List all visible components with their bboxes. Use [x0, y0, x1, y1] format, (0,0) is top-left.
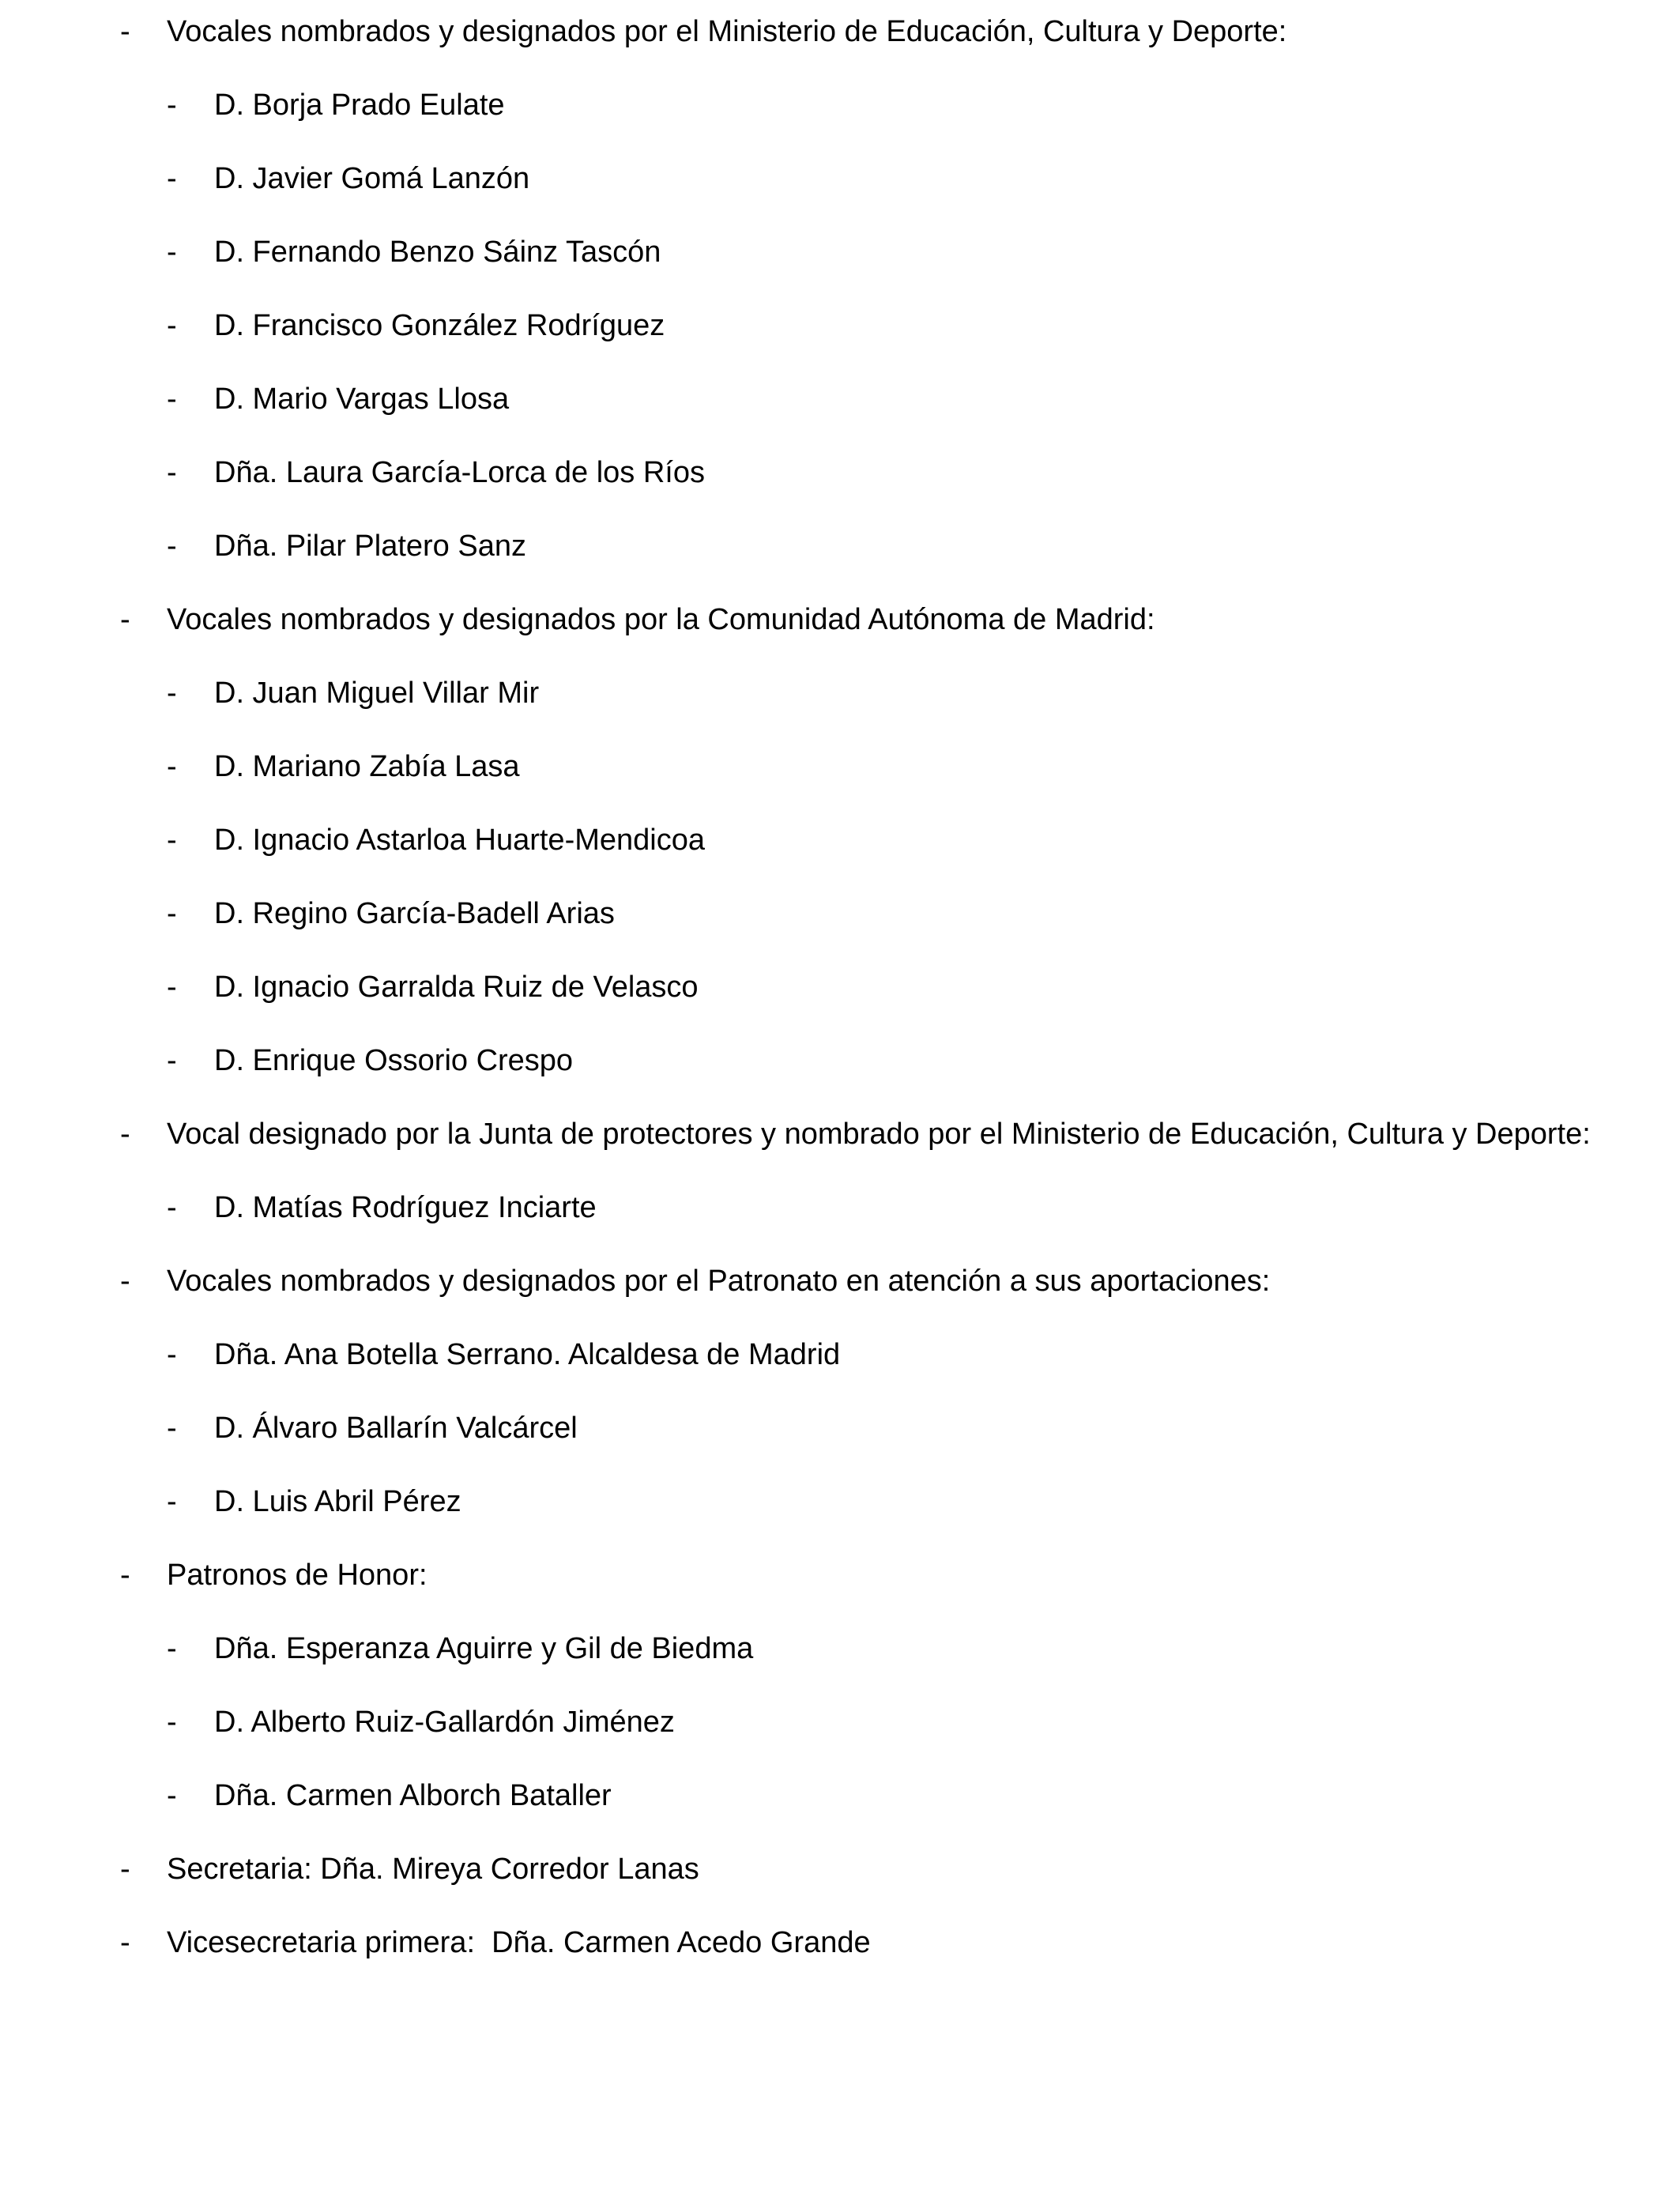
bullet-dash: -: [167, 162, 177, 195]
bullet-dash: -: [167, 383, 177, 416]
member-name: D. Francisco González Rodríguez: [214, 309, 665, 342]
member-name: D. Fernando Benzo Sáinz Tascón: [214, 236, 661, 269]
bullet-dash: -: [167, 824, 177, 857]
secretaria-text: Secretaria: Dña. Mireya Corredor Lanas: [167, 1853, 699, 1886]
member-name: D. Juan Miguel Villar Mir: [214, 677, 540, 710]
bullet-dash: -: [120, 1265, 130, 1298]
bullet-dash: -: [120, 1118, 130, 1151]
bullet-dash: -: [167, 456, 177, 489]
member-name: D. Regino García-Badell Arias: [214, 897, 615, 930]
member-name: D. Luis Abril Pérez: [214, 1485, 461, 1518]
group-heading-text: Vocales nombrados y designados por el Patronato en atención a sus aportaciones:: [167, 1265, 1271, 1298]
member-name: Dña. Carmen Alborch Bataller: [214, 1779, 612, 1812]
bullet-dash: -: [120, 1926, 130, 1959]
member-name: D. Álvaro Ballarín Valcárcel: [214, 1412, 578, 1445]
member-name: Dña. Esperanza Aguirre y Gil de Biedma: [214, 1632, 754, 1665]
vicesecretaria-text: Vicesecretaria primera: Dña. Carmen Acedo Grande: [167, 1926, 871, 1959]
bullet-dash: -: [120, 1853, 130, 1886]
group-heading-text: Vocales nombrados y designados por la Comunidad Autónoma de Madrid:: [167, 603, 1155, 636]
member-name: Dña. Pilar Platero Sanz: [214, 530, 526, 563]
bullet-dash: -: [167, 1632, 177, 1665]
bullet-dash: -: [167, 1779, 177, 1812]
member-name: D. Javier Gomá Lanzón: [214, 162, 530, 195]
group-heading-text: Vocal designado por la Junta de protectores y nombrado por el Ministerio de Educación, Cultura y Deporte:: [167, 1118, 1591, 1151]
member-name: D. Borja Prado Eulate: [214, 89, 505, 122]
bullet-dash: -: [120, 603, 130, 636]
bullet-dash: -: [167, 530, 177, 563]
bullet-dash: -: [167, 1706, 177, 1739]
member-name: D. Matías Rodríguez Inciarte: [214, 1191, 597, 1224]
bullet-dash: -: [167, 1044, 177, 1077]
member-name: D. Enrique Ossorio Crespo: [214, 1044, 574, 1077]
bullet-dash: -: [120, 1559, 130, 1592]
bullet-dash: -: [167, 89, 177, 122]
group-heading-text: Vocales nombrados y designados por el Ministerio de Educación, Cultura y Deporte:: [167, 15, 1287, 48]
member-name: Dña. Ana Botella Serrano. Alcaldesa de Madrid: [214, 1338, 841, 1371]
bullet-dash: -: [167, 750, 177, 783]
bullet-dash: -: [167, 971, 177, 1004]
group-heading-text: Patronos de Honor:: [167, 1559, 428, 1592]
bullet-dash: -: [167, 236, 177, 269]
member-name: D. Ignacio Astarloa Huarte-Mendicoa: [214, 824, 705, 857]
bullet-dash: -: [167, 677, 177, 710]
bullet-dash: -: [167, 1412, 177, 1445]
member-name: D. Mario Vargas Llosa: [214, 383, 510, 416]
bullet-dash: -: [167, 1485, 177, 1518]
member-name: D. Ignacio Garralda Ruiz de Velasco: [214, 971, 699, 1004]
bullet-dash: -: [120, 15, 130, 48]
bullet-dash: -: [167, 897, 177, 930]
bullet-dash: -: [167, 1338, 177, 1371]
member-name: D. Alberto Ruiz-Gallardón Jiménez: [214, 1706, 675, 1739]
member-name: D. Mariano Zabía Lasa: [214, 750, 520, 783]
bullet-dash: -: [167, 1191, 177, 1224]
member-name: Dña. Laura García-Lorca de los Ríos: [214, 456, 705, 489]
bullet-dash: -: [167, 309, 177, 342]
